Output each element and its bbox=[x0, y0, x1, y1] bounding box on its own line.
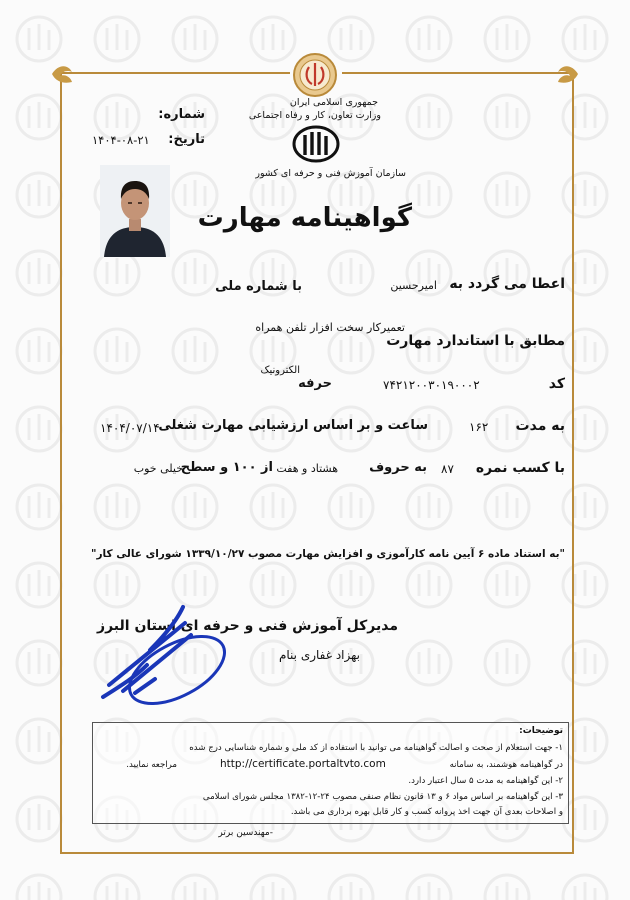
level-value: خیلی خوب bbox=[133, 462, 183, 475]
country-name: جمهوری اسلامی ایران bbox=[289, 97, 378, 108]
frame-top-right bbox=[342, 72, 572, 74]
notes-line-2b: مراجعه نمایید. bbox=[126, 760, 177, 770]
granted-label: اعطا می گردد به bbox=[449, 276, 565, 292]
duration-label: به مدت bbox=[515, 418, 565, 434]
assessment-date: ۱۴۰۴/۰۷/۱۴ bbox=[100, 421, 160, 435]
signatory-title: مدیرکل آموزش فنی و حرفه ای استان البرز bbox=[97, 618, 398, 634]
recipient-photo bbox=[100, 165, 170, 257]
notes-line-4: ۳- این گواهینامه بر اساس مواد ۶ و ۱۳ قانون نظام صنفی مصوب ۲۴-۱۲-۱۳۸۲ مجلس شورای اسلامی bbox=[202, 792, 563, 802]
signature-icon bbox=[95, 595, 235, 710]
ministry-name: وزارت تعاون، کار و رفاه اجتماعی bbox=[248, 110, 381, 121]
in-words-label: به حروف bbox=[369, 460, 427, 475]
notes-url-link[interactable]: http://certificate.portaltvto.com bbox=[220, 758, 386, 770]
national-id-label: با شماره ملی bbox=[215, 279, 302, 294]
code-label: کد bbox=[548, 376, 565, 392]
recipient-name: امیرحسین bbox=[390, 279, 437, 292]
notes-line-2a: در گواهینامه هوشمند، به سامانه bbox=[449, 760, 563, 770]
legal-basis: "به استناد ماده ۶ آیین نامه کارآموزی و افزایش مهارت مصوب ۱۳۳۹/۱۰/۲۷ شورای عالی کار" bbox=[91, 548, 565, 560]
iran-emblem-icon bbox=[292, 52, 338, 98]
hours-label: ساعت و بر اساس ارزشیابی مهارت شغلی bbox=[158, 418, 428, 433]
organization-name: سازمان آموزش فنی و حرفه ای کشور bbox=[255, 168, 406, 179]
signatory-name: بهزاد غفاری بنام bbox=[278, 648, 360, 662]
standard-value: تعمیرکار سخت افزار تلفن همراه bbox=[255, 321, 405, 334]
duration-value: ۱۶۲ bbox=[469, 420, 489, 434]
tvto-logo-icon bbox=[292, 125, 340, 163]
score-value: ۸۷ bbox=[441, 462, 454, 476]
code-value: ۷۴۲۱۲۰۰۳۰۱۹۰۰۰۲ bbox=[383, 378, 480, 392]
notes-line-3: ۲- این گواهینامه به مدت ۵ سال اعتبار دارد. bbox=[408, 776, 563, 786]
person-photo-icon bbox=[100, 165, 170, 257]
ornament-right-icon bbox=[546, 62, 580, 86]
ornament-left-icon bbox=[50, 62, 84, 86]
score-words: هشتاد و هفت bbox=[276, 462, 338, 475]
footer-text: -مهندسین برتر bbox=[218, 828, 273, 838]
date-label: تاریخ: bbox=[168, 132, 205, 147]
out-of-label: از ۱۰۰ و سطح bbox=[180, 460, 273, 475]
number-label: شماره: bbox=[158, 107, 205, 122]
score-label: با کسب نمره bbox=[475, 460, 565, 476]
trade-label: حرفه bbox=[298, 376, 332, 391]
trade-value: الکترونیک bbox=[260, 365, 300, 376]
notes-heading: توضیحات: bbox=[519, 726, 563, 736]
notes-line-1: ۱- جهت استعلام از صحت و اصالت گواهینامه می توانید با استفاده از کد ملی و شماره شناسایی درج شده bbox=[189, 743, 563, 753]
certificate-title: گواهینامه مهارت bbox=[197, 203, 412, 233]
frame-top-left bbox=[60, 72, 290, 74]
date-value: ۱۴۰۴-۰۸-۲۱ bbox=[92, 133, 150, 147]
standard-label: مطابق با استاندارد مهارت bbox=[386, 333, 565, 349]
notes-box bbox=[92, 722, 569, 824]
notes-line-5: و اصلاحات بعدی آن جهت اخذ پروانه کسب و کار قابل بهره برداری می باشد. bbox=[290, 807, 563, 817]
